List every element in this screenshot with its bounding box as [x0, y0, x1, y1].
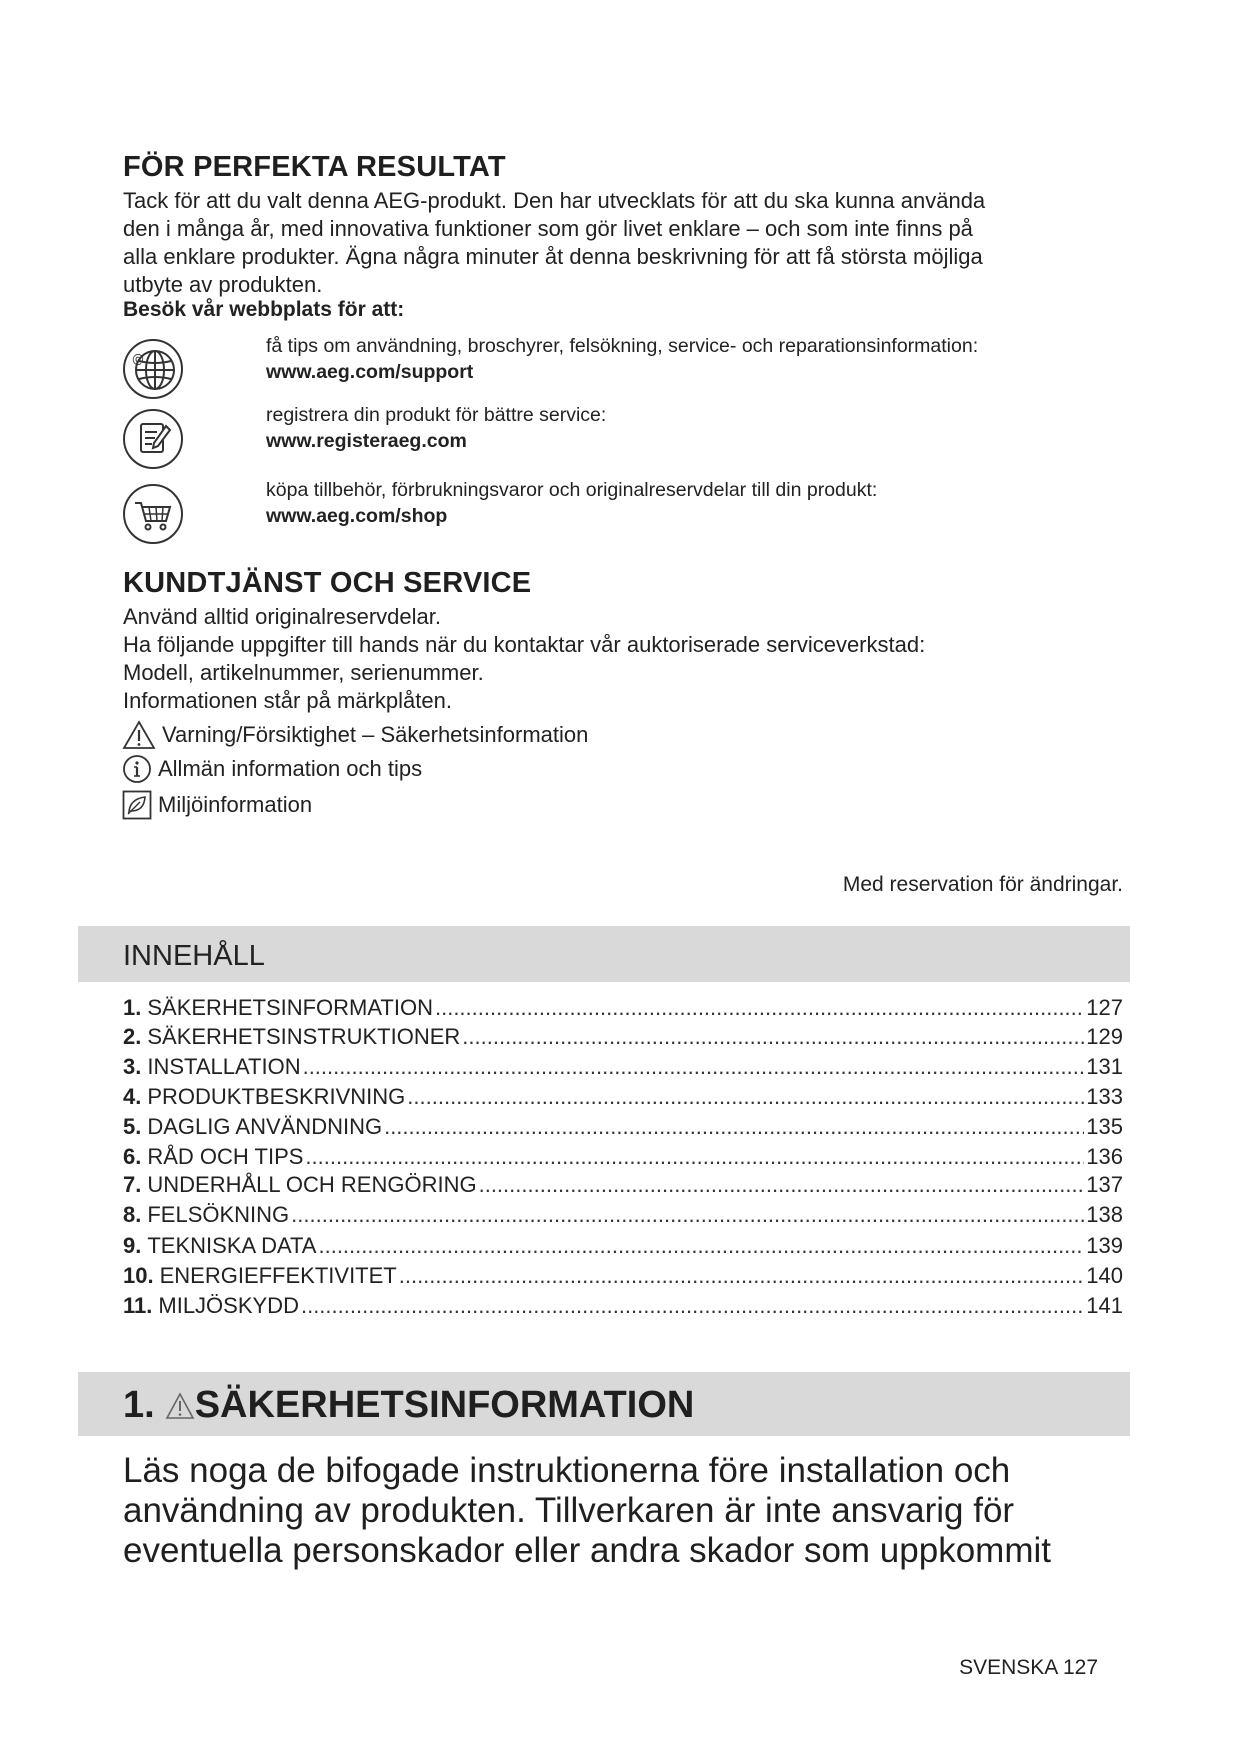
toc-page: 139 [1086, 1233, 1123, 1258]
legend-info [122, 754, 422, 784]
toc-leader [291, 1202, 1084, 1228]
info-icon [122, 754, 152, 784]
visit-heading: Besök vår webbplats för att: [123, 298, 405, 321]
warning-icon [165, 1392, 195, 1420]
svg-text:@: @ [132, 352, 144, 366]
legend-text: Allmän information och tips [158, 756, 423, 781]
toc-number: 4. [123, 1084, 142, 1109]
section1-header-band [78, 1372, 1130, 1436]
intro-line: Tack för att du valt denna AEG-produkt. Den har utvecklats för att du ska kunna använda [123, 188, 986, 213]
toc-leader [318, 1233, 1084, 1259]
toc-number: 2. [123, 1024, 142, 1049]
toc-page: 137 [1086, 1172, 1123, 1197]
toc-label: DAGLIG ANVÄNDNING [147, 1114, 383, 1139]
service-line: Använd alltid originalreservdelar. [123, 604, 441, 629]
toc-label: TEKNISKA DATA [147, 1233, 317, 1258]
intro-line: alla enklare produkter. Ägna några minuter åt denna beskrivning för att få största möjliga [123, 244, 983, 269]
intro-line: utbyte av produkten. [123, 272, 323, 297]
toc-label: PRODUKTBESKRIVNING [147, 1084, 406, 1109]
legend-text: Varning/Försiktighet – Säkerhetsinformation [162, 722, 589, 747]
service-title: KUNDTJÄNST OCH SERVICE [123, 567, 532, 599]
toc-number: 5. [123, 1114, 142, 1139]
toc-leader [407, 1084, 1084, 1110]
page-footer: SVENSKA 127 [959, 1656, 1098, 1679]
toc-leader [435, 995, 1084, 1021]
toc-page: 135 [1086, 1114, 1123, 1139]
toc-leader [479, 1172, 1085, 1198]
section1-title: SÄKERHETSINFORMATION [194, 1384, 695, 1426]
toc-number: 10. [123, 1263, 154, 1288]
toc-label: FELSÖKNING [147, 1202, 290, 1227]
globe-icon [122, 338, 184, 400]
service-paragraph [123, 603, 1123, 715]
section1-line: Läs noga de bifogade instruktionerna före installation och [123, 1451, 1011, 1490]
toc-leader [384, 1114, 1084, 1140]
toc-page: 127 [1086, 995, 1123, 1020]
leaf-icon [122, 790, 152, 820]
toc-leader [399, 1263, 1085, 1289]
toc-label: RÅD OCH TIPS [147, 1144, 304, 1169]
toc-label: UNDERHÅLL OCH RENGÖRING [147, 1172, 477, 1197]
toc-page: 140 [1086, 1263, 1123, 1288]
intro-line: den i många år, med innovativa funktioner som gör livet enklare – och som inte finns på [123, 216, 973, 241]
toc-number: 7. [123, 1172, 142, 1197]
toc-number: 11. [123, 1293, 153, 1318]
cart-icon [122, 483, 184, 545]
section1-line: eventuella personskador eller andra skador som uppkommit [123, 1531, 1051, 1570]
toc-leader [305, 1144, 1084, 1170]
link-row-register [266, 402, 606, 454]
toc-header-band [78, 926, 1130, 982]
section1-line: användning av produkten. Tillverkaren är inte ansvarig för [123, 1491, 1015, 1530]
register-link[interactable]: www.registeraeg.com [266, 430, 467, 452]
link-row-support [266, 333, 978, 385]
legend-warning [122, 720, 588, 750]
legend-text: Miljöinformation [158, 792, 313, 817]
link-description: få tips om användning, broschyrer, felsökning, service- och reparationsinformation: [266, 335, 979, 357]
link-row-shop [266, 477, 877, 529]
toc-title: INNEHÅLL [123, 940, 265, 972]
toc-page: 131 [1086, 1054, 1123, 1079]
toc-item[interactable] [123, 1114, 1123, 1142]
toc-item[interactable] [123, 1293, 1123, 1321]
toc-leader [462, 1024, 1084, 1050]
support-link[interactable]: www.aeg.com/support [266, 361, 474, 383]
toc-label: SÄKERHETSINFORMATION [147, 995, 433, 1020]
toc-page: 138 [1086, 1202, 1123, 1227]
toc-item[interactable] [123, 1172, 1123, 1200]
warning-icon [122, 720, 156, 750]
toc-label: MILJÖSKYDD [158, 1293, 299, 1318]
intro-title: FÖR PERFEKTA RESULTAT [123, 151, 506, 183]
legend-environment [122, 790, 312, 820]
section1-paragraph [123, 1451, 1133, 1571]
toc-label: ENERGIEFFEKTIVITET [159, 1263, 397, 1288]
section1-heading [123, 1384, 694, 1427]
reservation-note: Med reservation för ändringar. [842, 873, 1123, 896]
toc-label: SÄKERHETSINSTRUKTIONER [147, 1024, 461, 1049]
toc-page: 136 [1086, 1144, 1123, 1169]
toc-item[interactable] [123, 1202, 1123, 1230]
toc-leader [303, 1054, 1085, 1080]
toc-item[interactable] [123, 1024, 1123, 1052]
toc-label: INSTALLATION [147, 1054, 301, 1079]
toc-page: 129 [1086, 1024, 1123, 1049]
toc-number: 8. [123, 1202, 142, 1227]
register-icon [122, 408, 184, 470]
service-line: Ha följande uppgifter till hands när du kontaktar vår auktoriserade serviceverkstad: [123, 632, 926, 657]
toc-item[interactable] [123, 1144, 1123, 1172]
service-line: Modell, artikelnummer, serienummer. [123, 660, 484, 685]
link-description: köpa tillbehör, förbrukningsvaror och originalreservdelar till din produkt: [266, 479, 878, 501]
toc-number: 9. [123, 1233, 142, 1258]
shop-link[interactable]: www.aeg.com/shop [266, 505, 448, 527]
service-line: Informationen står på märkplåten. [123, 688, 452, 713]
toc-item[interactable] [123, 1233, 1123, 1261]
link-description: registrera din produkt för bättre service: [266, 404, 607, 426]
toc-item[interactable] [123, 1084, 1123, 1112]
toc-leader [301, 1293, 1084, 1319]
toc-item[interactable] [123, 1054, 1123, 1082]
toc-item[interactable] [123, 995, 1123, 1023]
intro-paragraph [123, 187, 1123, 299]
toc-number: 1. [123, 995, 142, 1020]
toc-number: 6. [123, 1144, 142, 1169]
toc-number: 3. [123, 1054, 142, 1079]
section1-number: 1. [123, 1384, 155, 1426]
toc-page: 141 [1086, 1293, 1123, 1318]
toc-page: 133 [1086, 1084, 1123, 1109]
toc-item[interactable] [123, 1263, 1123, 1291]
